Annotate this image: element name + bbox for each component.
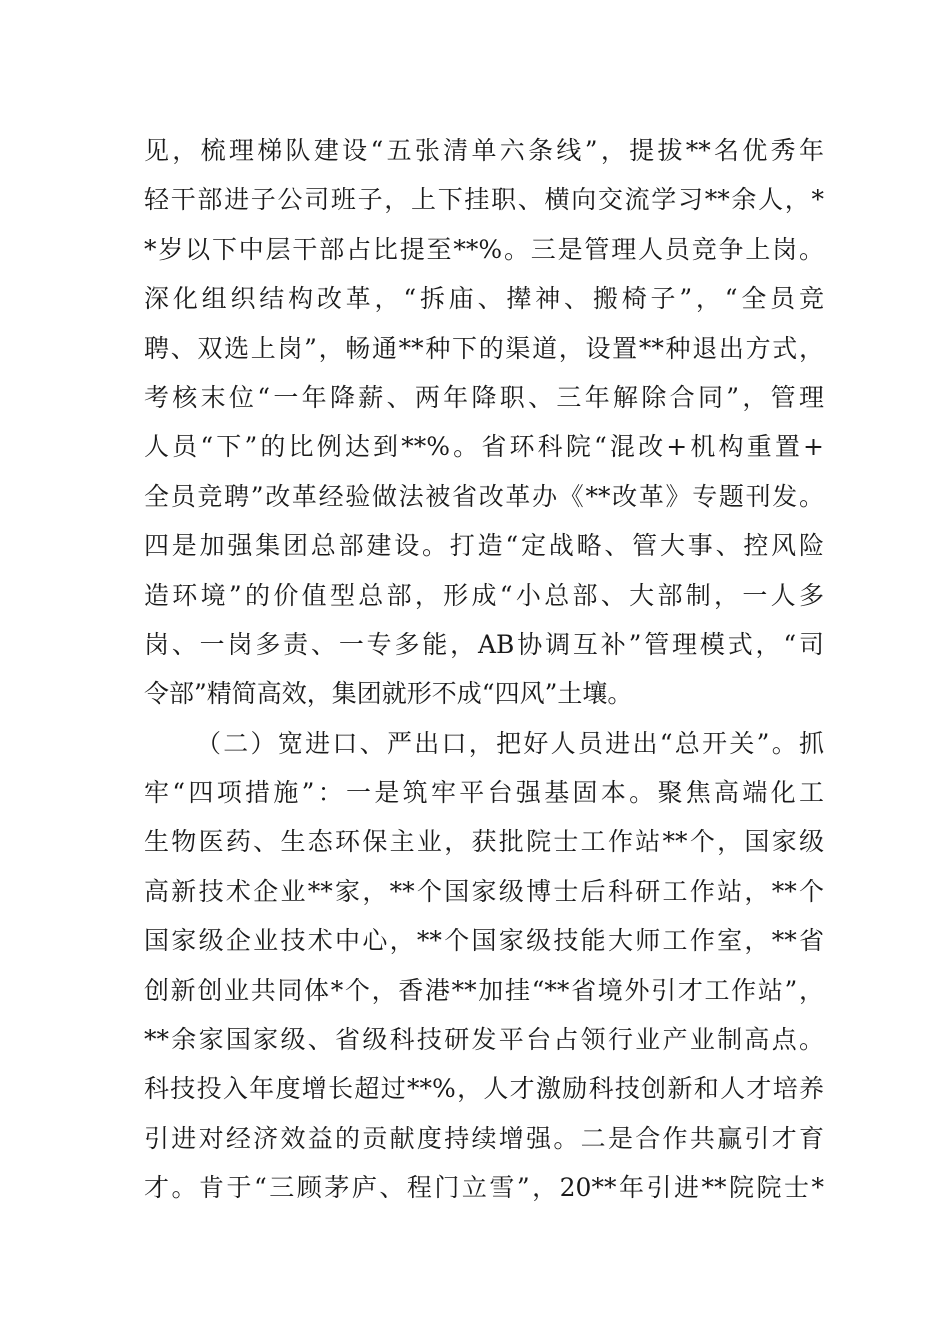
text-line-2: 轻干部进子公司班子，上下挂职、横向交流学习**余人，* (144, 185, 824, 215)
text-line-8: 全员竞聘”改革经验做法被省改革办《**改革》专题刊发。 (144, 481, 824, 511)
text-line-1: 见，梳理梯队建设“五张清单六条线”，提拔**名优秀年 (144, 136, 824, 165)
text-line-16: 高新技术企业**家，**个国家级博士后科研工作站，**个 (144, 876, 824, 906)
text-line-17: 国家级企业技术中心，**个国家级技能大师工作室，**省 (144, 926, 824, 956)
text-line-5: 聘、双选上岗”，畅通**种下的渠道，设置**种退出方式， (144, 333, 824, 363)
text-line-11: 岗、一岗多责、一专多能，AB协调互补”管理模式，“司 (144, 629, 824, 659)
text-line-21: 引进对经济效益的贡献度持续增强。二是合作共赢引才育 (144, 1123, 824, 1153)
text-line-4: 深化组织结构改革，“拆庙、撵神、搬椅子”，“全员竞 (144, 284, 824, 314)
document-body (144, 126, 824, 1213)
text-line-9: 四是加强集团总部建设。打造“定战略、管大事、控风险 (144, 531, 824, 561)
text-line-15: 生物医药、生态环保主业，获批院士工作站**个，国家级 (144, 827, 824, 857)
section-heading-line: （二）宽进口、严出口，把好人员进出“总开关”。抓 (196, 728, 824, 758)
text-line-19: **余家国家级、省级科技研发平台占领行业产业制高点。 (144, 1025, 824, 1055)
text-line-10: 造环境”的价值型总部，形成“小总部、大部制，一人多 (144, 580, 824, 610)
text-line-12: 令部”精简高效，集团就形不成“四风”土壤。 (144, 679, 633, 709)
text-line-3: *岁以下中层干部占比提至**%。三是管理人员竞争上岗。 (144, 234, 824, 264)
text-line-7: 人员“下”的比例达到**%。省环科院“混改+机构重置+ (144, 432, 824, 462)
text-line-20: 科技投入年度增长超过**%，人才激励科技创新和人才培养 (144, 1074, 824, 1104)
text-line-18: 创新创业共同体*个，香港**加挂“**省境外引才工作站”， (144, 975, 824, 1005)
text-line-22: 才。肯于“三顾茅庐、程门立雪”，20**年引进**院院士* (144, 1173, 824, 1203)
text-line-14: 牢“四项措施”：一是筑牢平台强基固本。聚焦高端化工 (144, 778, 824, 808)
text-line-6: 考核末位“一年降薪、两年降职、三年解除合同”，管理 (144, 382, 824, 412)
